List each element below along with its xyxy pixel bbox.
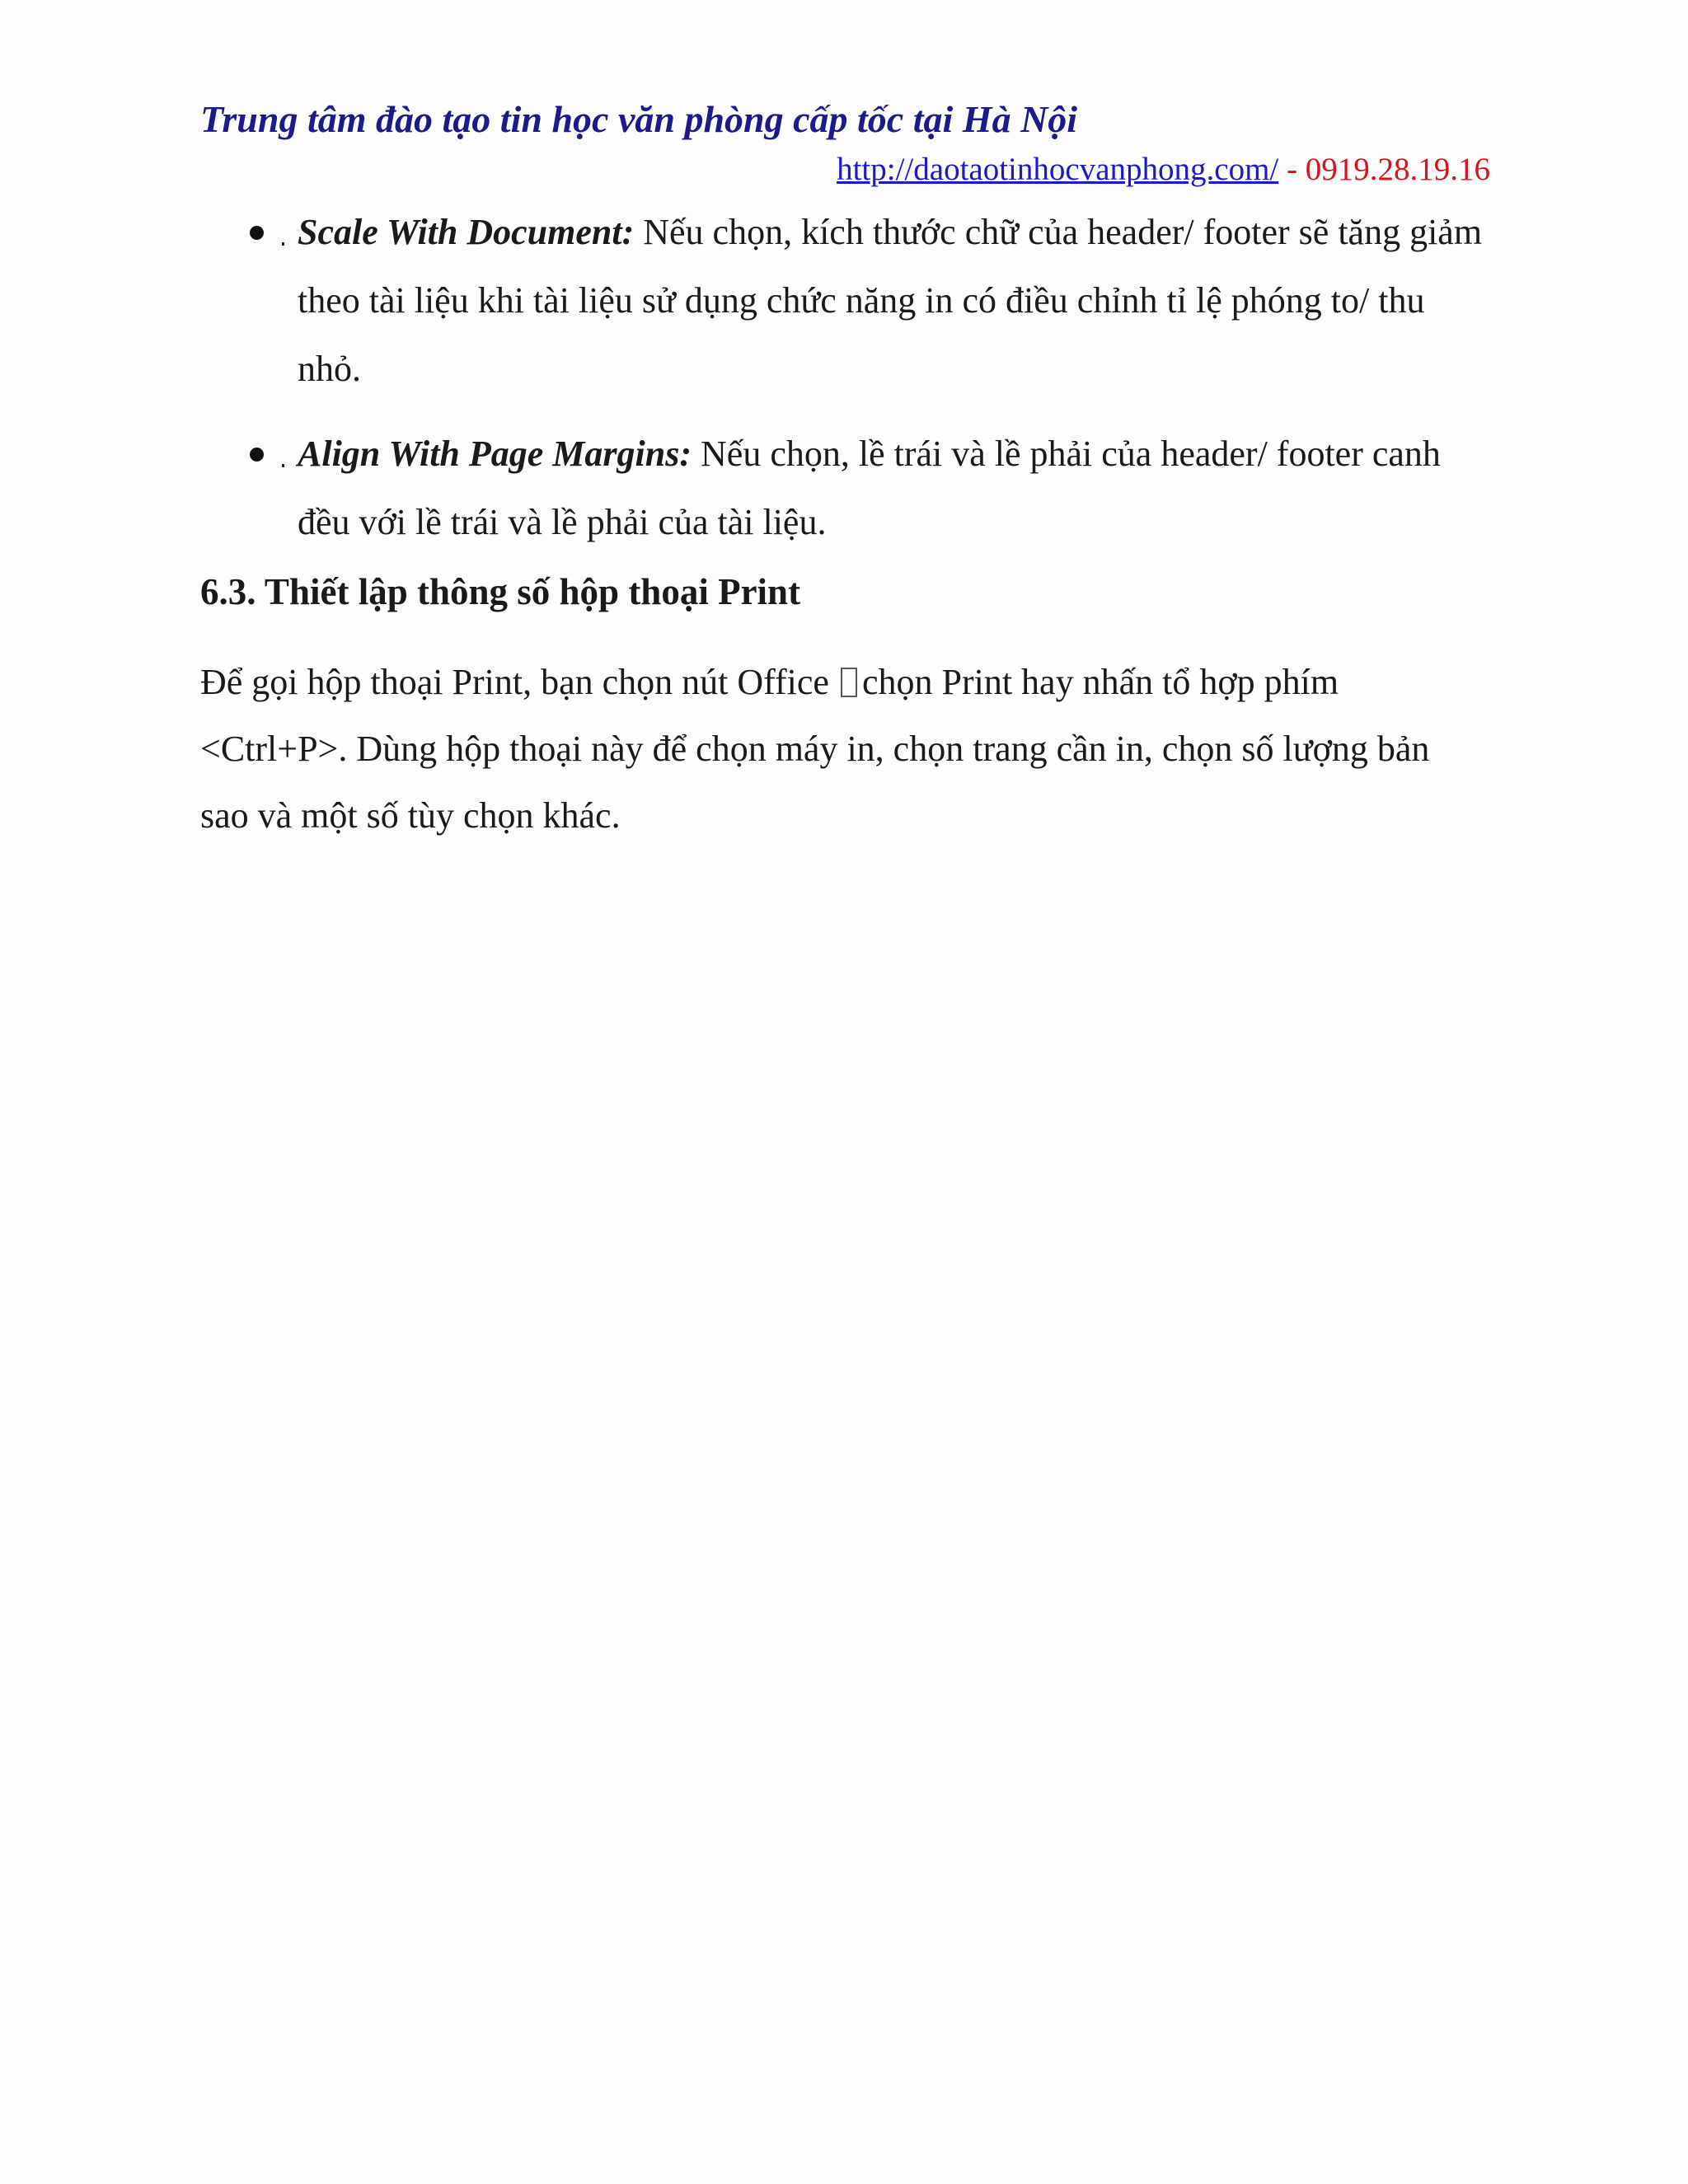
bullet-mark bbox=[282, 464, 284, 467]
body-paragraph bbox=[200, 649, 1486, 849]
section-heading: 6.3. Thiết lập thông số hộp thoại Print bbox=[200, 571, 801, 612]
missing-glyph-icon bbox=[841, 668, 857, 697]
header-title: Trung tâm đào tạo tin học văn phòng cấp tốc tại Hà Nội bbox=[200, 98, 1078, 140]
bullet-icon bbox=[250, 448, 264, 462]
option-description: Nếu chọn, kích thước chữ của header/ footer sẽ tăng giảm theo tài liệu khi tài liệu sử dụng chức năng in có điều chỉnh tỉ lệ phóng to/ thu nhỏ. bbox=[298, 212, 1483, 389]
option-list bbox=[200, 198, 1490, 573]
bullet-icon bbox=[250, 226, 264, 240]
website-link[interactable]: http://daotaotinhocvanphong.com/ bbox=[837, 152, 1279, 187]
paragraph-text-start: Để gọi hộp thoại Print, bạn chọn nút Office bbox=[200, 662, 829, 702]
header-separator: - bbox=[1278, 152, 1306, 187]
list-item bbox=[200, 419, 1490, 556]
header-contact bbox=[837, 151, 1490, 188]
phone-number: 0919.28.19.16 bbox=[1305, 152, 1490, 187]
bullet-mark bbox=[282, 242, 284, 246]
option-term: Scale With Document: bbox=[298, 212, 635, 252]
list-item bbox=[200, 198, 1490, 403]
option-description: Nếu chọn, lề trái và lề phải của header/ footer canh đều với lề trái và lề phải của tài liệu. bbox=[298, 434, 1441, 542]
option-term: Align With Page Margins: bbox=[298, 434, 692, 474]
paragraph-text-end: chọn Print hay nhấn tổ hợp phím <Ctrl+P>. Dùng hộp thoại này để chọn máy in, chọn trang cần in, chọn số lượng bản sao và một số tùy chọn khác. bbox=[200, 662, 1430, 836]
